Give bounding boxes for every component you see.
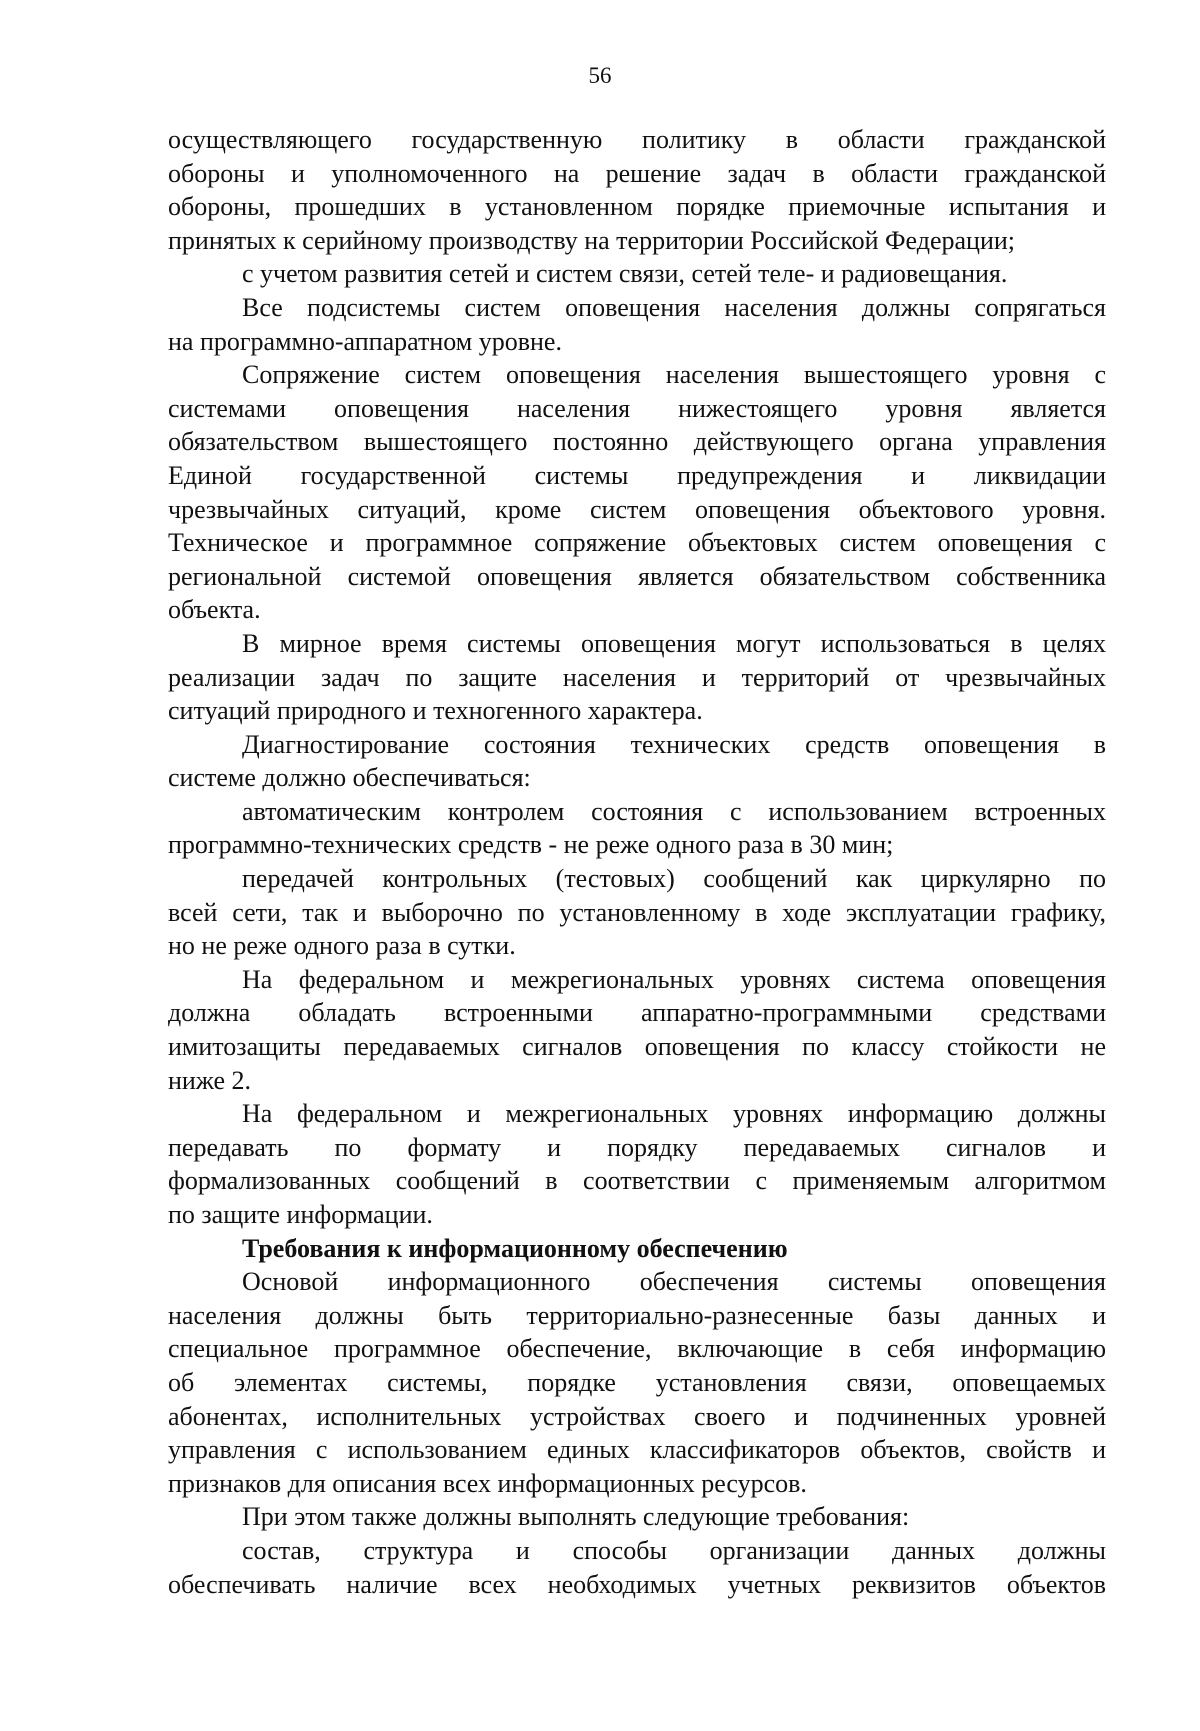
text-line: Единой государственной системы предупреждения и ликвидации — [168, 460, 1106, 490]
body-text — [168, 123, 1106, 1601]
section-heading: Требования к информационному обеспечению — [242, 1233, 788, 1263]
text-line: состав, структура и способы организации данных должны — [242, 1535, 1106, 1565]
text-line: передачей контрольных (тестовых) сообщений как циркулярно по — [242, 864, 1106, 894]
text-line: системами оповещения населения нижестоящего уровня является — [168, 393, 1106, 423]
text-line: абонентах, исполнительных устройствах своего и подчиненных уровней — [168, 1401, 1106, 1431]
text-line: имитозащиты передаваемых сигналов оповещения по классу стойкости не — [168, 1032, 1106, 1062]
text-line: При этом также должны выполнять следующие требования: — [242, 1502, 910, 1532]
text-line: специальное программное обеспечение, включающие в себя информацию — [168, 1334, 1106, 1364]
text-line: автоматическим контролем состояния с использованием встроенных — [242, 796, 1106, 826]
text-line: объекта. — [168, 595, 261, 625]
text-line: обороны, прошедших в установленном порядке приемочные испытания и — [168, 192, 1106, 222]
text-line: Техническое и программное сопряжение объектовых систем оповещения с — [168, 528, 1106, 558]
text-line: ситуаций природного и техногенного характера. — [168, 696, 703, 726]
text-line: системе должно обеспечиваться: — [168, 763, 531, 793]
text-line: на программно-аппаратном уровне. — [168, 326, 562, 356]
text-line: обязательством вышестоящего постоянно действующего органа управления — [168, 427, 1106, 457]
text-line: передавать по формату и порядку передаваемых сигналов и — [168, 1132, 1106, 1162]
text-line: но не реже одного раза в сутки. — [168, 931, 516, 961]
text-line: управления с использованием единых классификаторов объектов, свойств и — [168, 1435, 1106, 1465]
text-line: об элементах системы, порядке установления связи, оповещаемых — [168, 1367, 1106, 1397]
text-line: принятых к серийному производству на территории Российской Федерации; — [168, 225, 1015, 255]
text-line: Сопряжение систем оповещения населения вышестоящего уровня с — [242, 360, 1106, 390]
text-line: В мирное время системы оповещения могут использоваться в целях — [242, 628, 1106, 658]
text-line: Все подсистемы систем оповещения населения должны сопрягаться — [242, 292, 1106, 322]
text-line: обеспечивать наличие всех необходимых учетных реквизитов объектов — [168, 1569, 1106, 1599]
text-line: Диагностирование состояния технических средств оповещения в — [242, 729, 1106, 759]
text-line: ниже 2. — [168, 1065, 251, 1095]
text-line: всей сети, так и выборочно по установленному в ходе эксплуатации графику, — [168, 897, 1106, 927]
text-line: Основой информационного обеспечения системы оповещения — [242, 1267, 1106, 1297]
page-number: 56 — [588, 63, 612, 88]
text-line: На федеральном и межрегиональных уровнях информацию должны — [242, 1099, 1106, 1129]
text-line: признаков для описания всех информационных ресурсов. — [168, 1468, 807, 1498]
text-line: с учетом развития сетей и систем связи, сетей теле- и радиовещания. — [242, 259, 1008, 289]
text-line: формализованных сообщений в соответствии с применяемым алгоритмом — [168, 1166, 1106, 1196]
text-line: по защите информации. — [168, 1200, 433, 1229]
text-line: должна обладать встроенными аппаратно-программными средствами — [168, 998, 1106, 1028]
text-line: населения должны быть территориально-разнесенные базы данных и — [168, 1300, 1106, 1330]
text-line: чрезвычайных ситуаций, кроме систем оповещения объектового уровня. — [168, 494, 1106, 524]
text-line: программно-технических средств - не реже одного раза в 30 мин; — [168, 830, 894, 860]
text-line: осуществляющего государственную политику в области гражданской — [168, 125, 1106, 154]
text-line: региональной системой оповещения является обязательством собственника — [168, 561, 1106, 591]
text-line: реализации задач по защите населения и территорий от чрезвычайных — [168, 662, 1106, 692]
text-line: обороны и уполномоченного на решение задач в области гражданской — [168, 158, 1106, 188]
text-line: На федеральном и межрегиональных уровнях система оповещения — [242, 964, 1106, 994]
